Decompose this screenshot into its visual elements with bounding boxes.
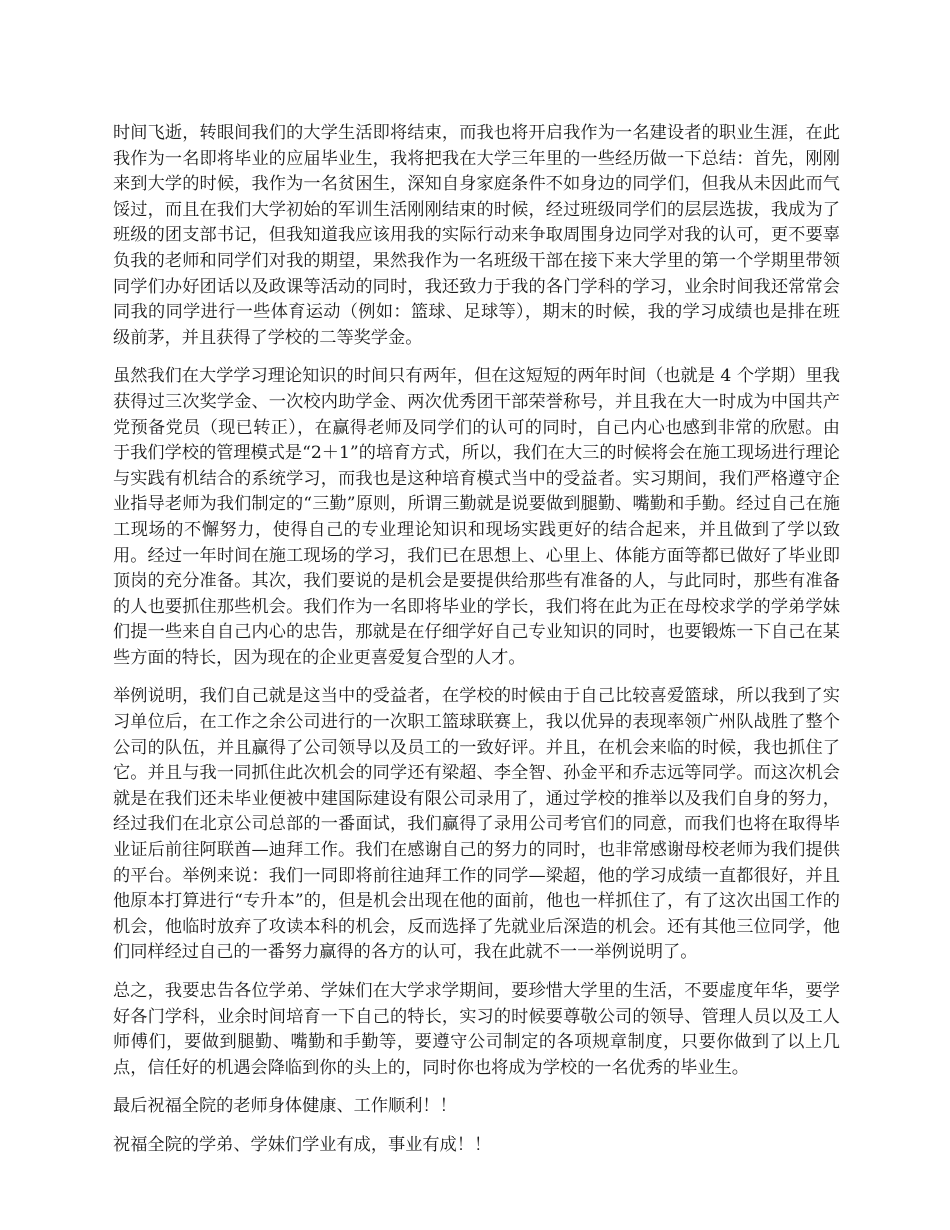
paragraph-advice: 总之，我要忠告各位学弟、学妹们在大学求学期间，要珍惜大学里的生活，不要虚度年华，要学好各门学科，业余时间培育一下自己的特长，实习的时候要尊敬公司的领导、管理人员以及工人师傅们，要做到腿勤、嘴勤和手勤等，要遵守公司制定的各项规章制度，只要你做到了以上几点，信任好的机遇会降临到你的头上的，同时你也将成为学校的一名优秀的毕业生。 <box>113 981 840 1078</box>
paragraph-wish-students: 祝福全院的学弟、学妹们学业有成，事业有成！！ <box>113 1134 492 1155</box>
paragraph-study-achievements: 虽然我们在大学学习理论知识的时间只有两年，但在这短短的两年时间（也就是 4 个学期）里我获得过三次奖学金、一次校内助学金、两次优秀团干部荣誉称号，并且我在大一时成为中国共产党预备党员（现已转正），在赢得老师及同学们的认可的同时，自己内心也感到非常的欣慰。由于我们学校的管理模式是“2＋1”的培育方式，所以，我们在大三的时候将会在施工现场进行理论与实践有机结合的系统学习，而我也是这种培育模式当中的受益者。实习期间，我们严格遵守企业指导老师为我们制定的“三勤”原则，所谓三勤就是说要做到腿勤、嘴勤和手勤。经过自己在施工现场的不懈努力，使得自己的专业理论知识和现场实践更好的结合起来，并且做到了学以致用。经过一年时间在施工现场的学习，我们已在思想上、心里上、体能方面等都已做好了毕业即顶岗的充分准备。其次，我们要说的是机会是要提供给那些有准备的人，与此同时，那些有准备的人也要抓住那些机会。我们作为一名即将毕业的学长，我们将在此为正在母校求学的学弟学妹们提一些来自自己内心的忠告，那就是在仔细学好自己专业知识的同时，也要锻炼一下自己在某些方面的特长，因为现在的企业更喜爱复合型的人才。 <box>113 366 840 668</box>
paragraph-example: 举例说明，我们自己就是这当中的受益者，在学校的时候由于自己比较喜爱篮球，所以我到了实习单位后，在工作之余公司进行的一次职工篮球联赛上，我以优异的表现率领广州队战胜了整个公司的队伍，并且赢得了公司领导以及员工的一致好评。并且，在机会来临的时候，我也抓住了它。并且与我一同抓住此次机会的同学还有梁超、李全智、孙金平和乔志远等同学。而这次机会就是在我们还未毕业便被中建国际建设有限公司录用了，通过学校的推举以及我们自身的努力，经过我们在北京公司总部的一番面试，我们赢得了录用公司考官们的同意，而我们也将在取得毕业证后前往阿联酋—迪拜工作。我们在感谢自己的努力的同时，也非常感谢母校老师为我们提供的平台。举例来说：我们一同即将前往迪拜工作的同学—梁超，他的学习成绩一直都很好，并且他原本打算进行“专升本”的，但是机会出现在他的面前，他也一样抓住了，有了这次出国工作的机会，他临时放弃了攻读本科的机会，反而选择了先就业后深造的机会。还有其他三位同学，他们同样经过自己的一番努力赢得的各方的认可，我在此就不一一举例说明了。 <box>113 686 840 963</box>
document-body <box>113 121 840 1172</box>
paragraph-wish-teachers: 最后祝福全院的老师身体健康、工作顺利！！ <box>113 1096 457 1117</box>
paragraph-summary-intro: 时间飞逝，转眼间我们的大学生活即将结束，而我也将开启我作为一名建设者的职业生涯，在此我作为一名即将毕业的应届毕业生，我将把我在大学三年里的一些经历做一下总结：首先，刚刚来到大学的时候，我作为一名贫困生，深知自身家庭条件不如身边的同学们，但我从未因此而气馁过，而且在我们大学初始的军训生活刚刚结束的时候，经过班级同学们的层层选拔，我成为了班级的团支部书记，但我知道我应该用我的实际行动来争取周围身边同学对我的认可，更不要辜负我的老师和同学们对我的期望，果然我作为一名班级干部在接下来大学里的第一个学期里带领同学们办好团话以及政课等活动的同时，我还致力于我的各门学科的学习，业余时间我还常常会同我的同学进行一些体育运动（例如：篮球、足球等），期末的时候，我的学习成绩也是排在班级前茅，并且获得了学校的二等奖学金。 <box>113 123 840 348</box>
